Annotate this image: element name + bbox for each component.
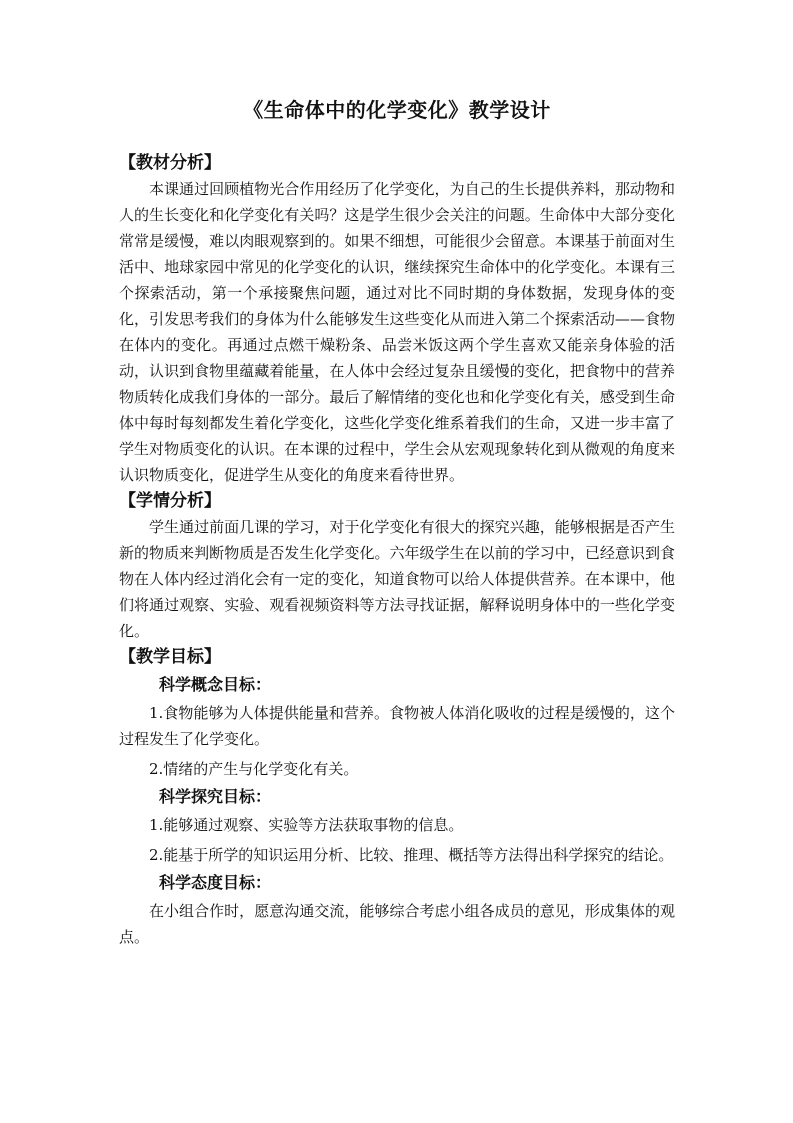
- section-student-analysis: [119, 488, 675, 644]
- goal-group-inquiry: [119, 782, 675, 868]
- goal-heading-concept: 科学概念目标：: [159, 675, 272, 694]
- goal-item: 在小组合作时，愿意沟通交流，能够综合考虑小组各成员的意见，形成集体的观点。: [119, 902, 675, 946]
- section-textbook-analysis: [119, 150, 675, 488]
- section-heading-goals: 【教学目标】: [119, 647, 221, 667]
- student-analysis-paragraph: 学生通过前面几课的学习，对于化学变化有很大的探究兴趣，能够根据是否产生新的物质来判断物质是否发生化学变化。六年级学生在以前的学习中，已经意识到食物在人体内经过消化会有一定的变化，知道食物可以给人体提供营养。在本课中，他们将通过观察、实验、观看视频资料等方法寻找证据，解释说明身体中的一些化学变化。: [119, 518, 675, 640]
- section-heading-textbook: 【教材分析】: [119, 153, 221, 173]
- textbook-analysis-paragraph: 本课通过回顾植物光合作用经历了化学变化，为自己的生长提供养料，那动物和人的生长变化和化学变化有关吗？这是学生很少会关注的问题。生命体中大部分变化常常是缓慢，难以肉眼观察到的。如果不细想，可能很少会留意。本课基于前面对生活中、地球家园中常见的化学变化的认识，继续探究生命体中的化学变化。本课有三个探索活动，第一个承接聚焦问题，通过对比不同时期的身体数据，发现身体的变化，引发思考我们的身体为什么能够发生这些变化从而进入第二个探索活动——食物在体内的变化。再通过点燃干燥粉条、品尝米饭这两个学生喜欢又能亲身体验的活动，认识到食物里蕴藏着能量，在人体中会经过复杂且缓慢的变化，把食物中的营养物质转化成我们身体的一部分。最后了解情绪的变化也和化学变化有关，感受到生命体中每时每刻都发生着化学变化，这些化学变化维系着我们的生命，又进一步丰富了学生对物质变化的认识。在本课的过程中，学生会从宏观现象转化到从微观的角度来认识物质变化，促进学生从变化的角度来看待世界。: [119, 180, 675, 484]
- goal-item: 2.能基于所学的知识运用分析、比较、推理、概括等方法得出科学探究的结论。: [149, 846, 674, 864]
- goal-heading-attitude: 科学态度目标：: [159, 873, 272, 892]
- section-heading-students: 【学情分析】: [119, 491, 221, 511]
- goal-group-concept: [119, 670, 675, 782]
- section-teaching-goals: [119, 644, 675, 950]
- document-title: 《生命体中的化学变化》教学设计: [243, 98, 551, 122]
- goal-heading-inquiry: 科学探究目标：: [159, 787, 272, 806]
- goal-item: 1.能够通过观察、实验等方法获取事物的信息。: [149, 816, 464, 834]
- goal-group-attitude: [119, 868, 675, 950]
- goal-item: 2.情绪的产生与化学变化有关。: [149, 760, 359, 778]
- goal-item: 1.食物能够为人体提供能量和营养。食物被人体消化吸收的过程是缓慢的，这个过程发生了化学变化。: [119, 704, 675, 748]
- document-page: [119, 92, 675, 950]
